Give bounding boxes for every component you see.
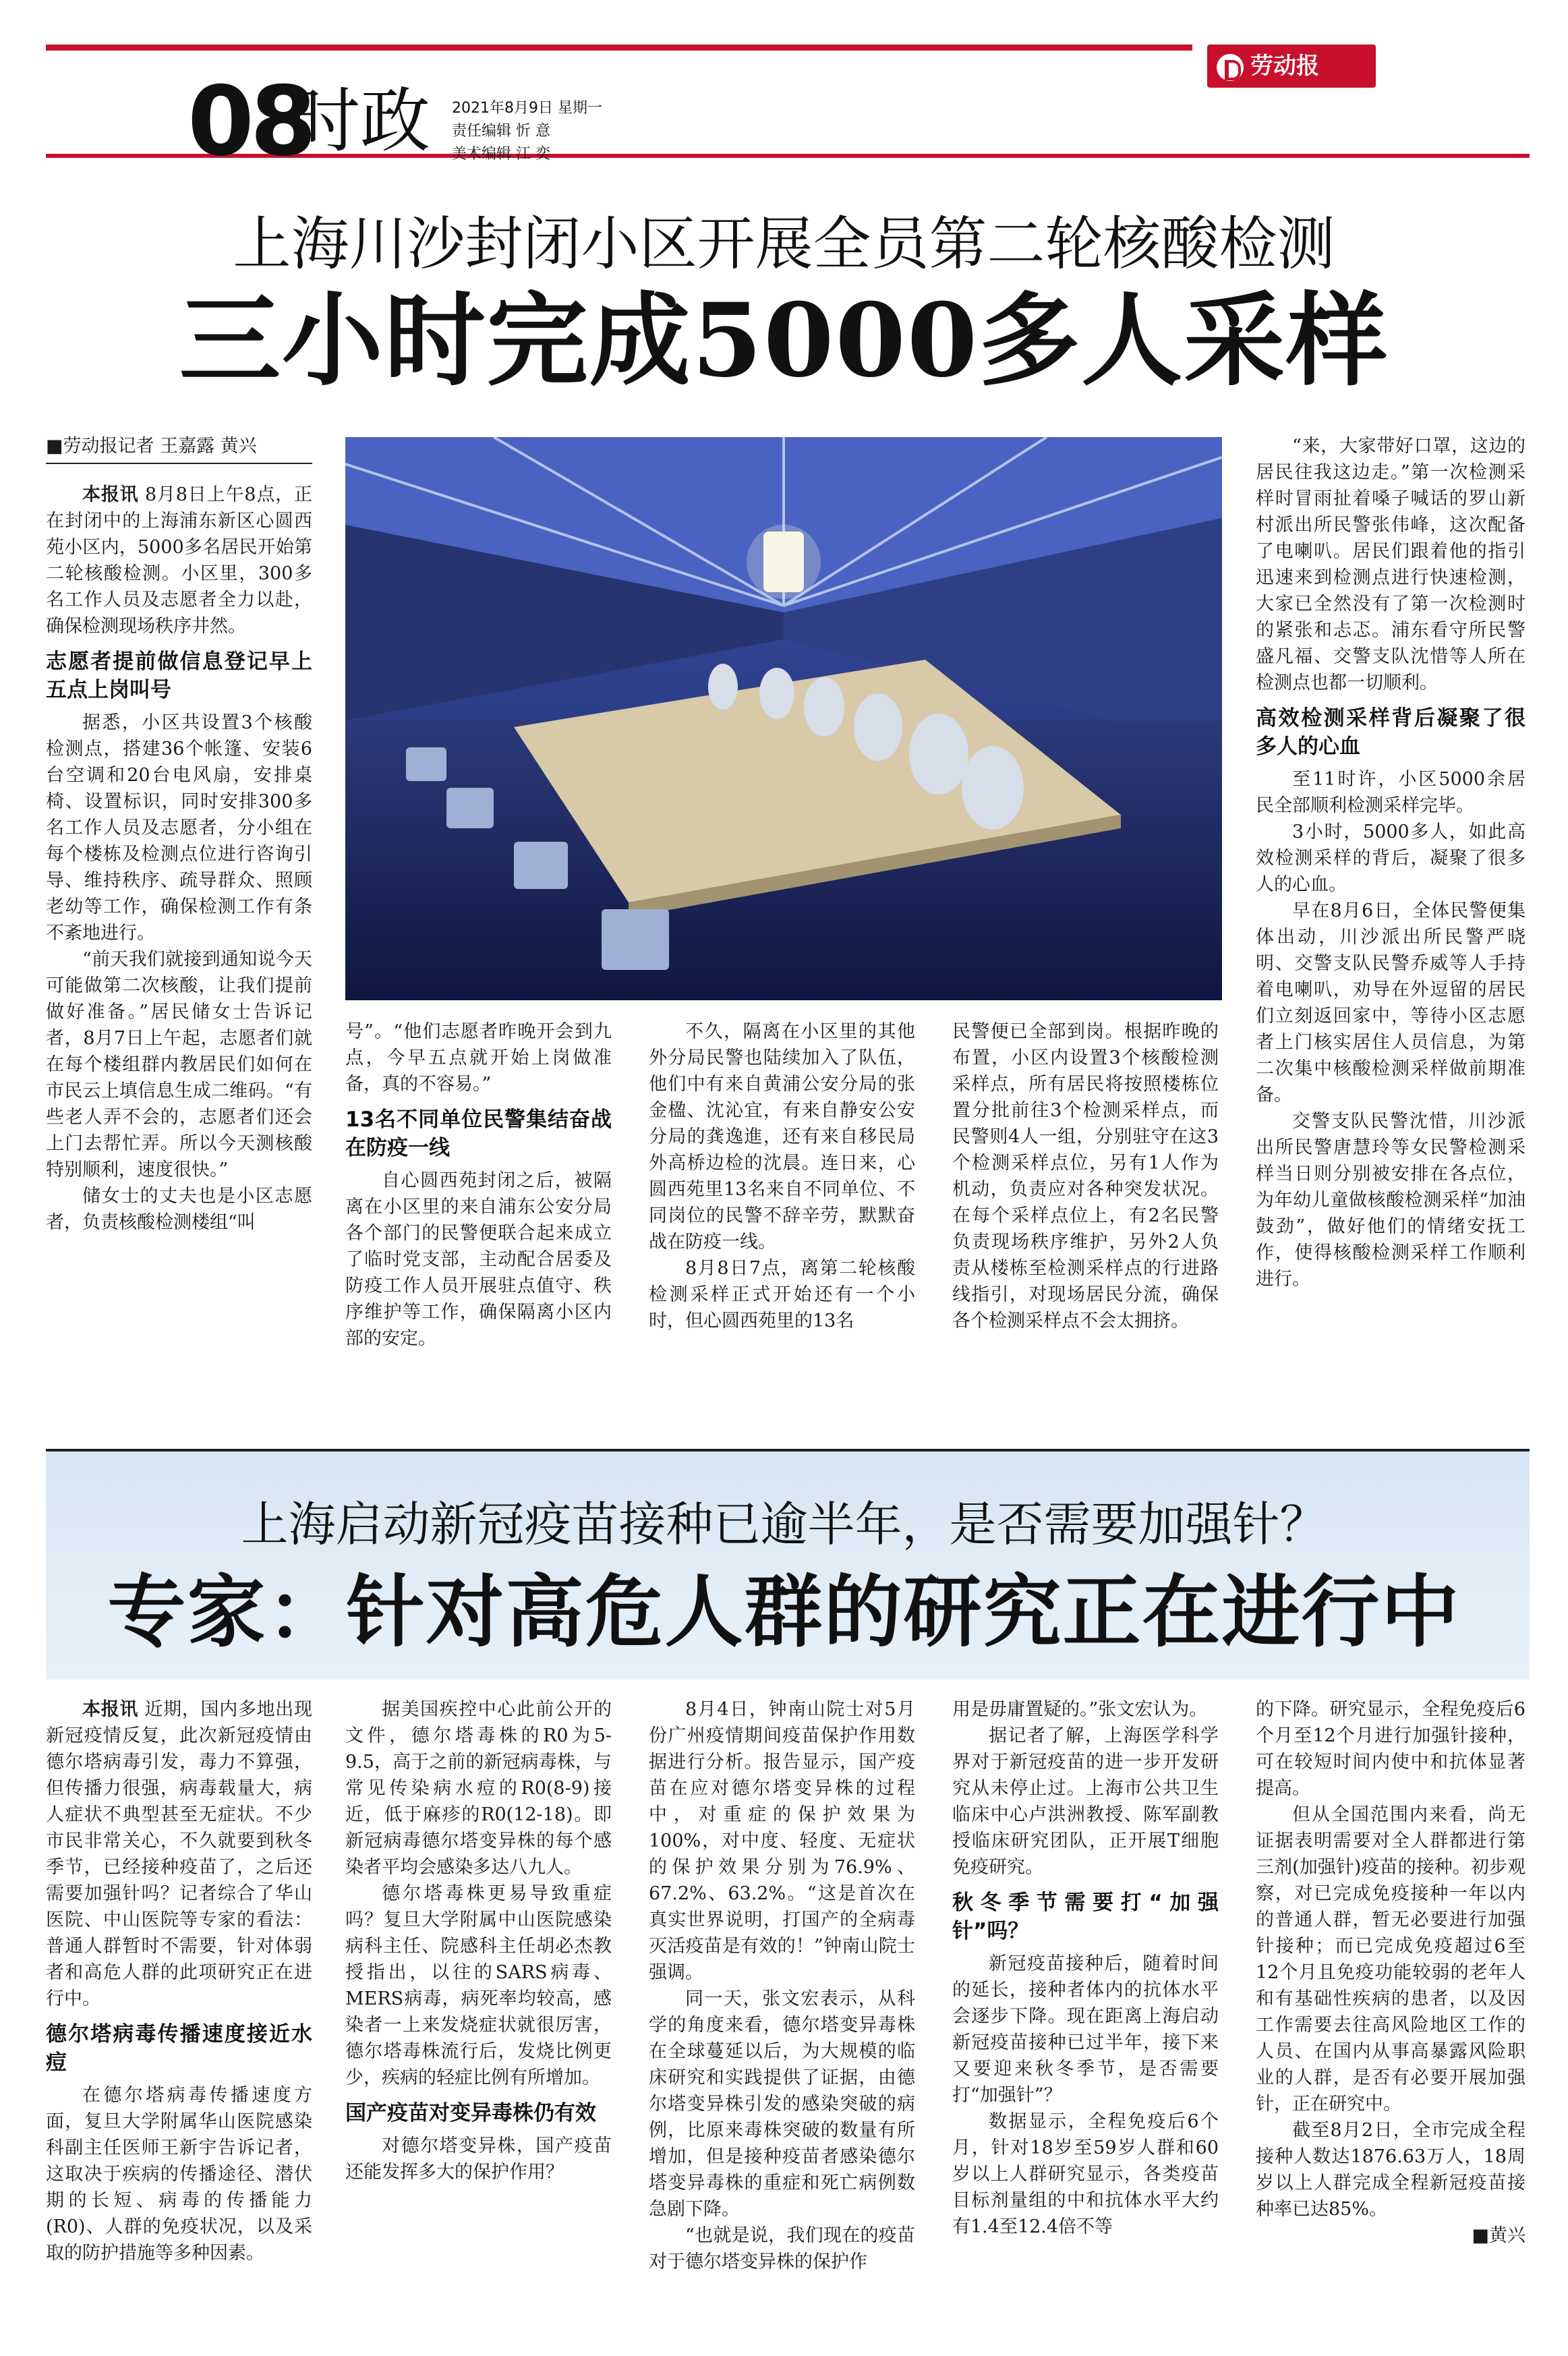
testing-site-photo <box>345 437 1222 1000</box>
article2-column-1 <box>46 1696 312 2266</box>
logo-mark-icon <box>1217 54 1244 81</box>
article2-paragraph: 对德尔塔变异株，国产疫苗还能发挥多大的保护作用？ <box>345 2135 612 2183</box>
article2-paragraph: 但从全国范围内来看，尚无证据表明需要对全人群都进行第三剂(加强针)疫苗的接种。初步观察，对已完成免疫接种一年以内的普通人群，暂无必要进行加强针接种；而已完成免疫超过6至12个月且免疫功能较弱的老年人和有基础性疾病的患者，以及因工作需要去往高风险地区工作的人员、在国内从事高暴露风险职业的人群，是否有必要开展加强针，正在研究中。 <box>1256 1804 1526 2115</box>
article2-subhead-3: 秋冬季节需要打“加强针”吗？ <box>952 1891 1219 1943</box>
article1-paragraph: 号”。“他们志愿者昨晚开会到九点，今早五点就开始上岗做准备，真的不容易。” <box>345 1021 612 1095</box>
art-editor-line: 美术编辑 江 奕 <box>452 146 550 163</box>
issue-meta <box>452 97 602 166</box>
article1-paragraph: 至11时许，小区5000余居民全部顺利检测采样完毕。 <box>1256 769 1526 816</box>
date-line: 2021年8月9日 星期一 <box>452 100 602 117</box>
article2-column-2 <box>345 1696 612 2185</box>
article2-paragraph: 同一天，张文宏表示，从科学的角度来看，德尔塔变异毒株在全球蔓延以后，为大规模的临床研究和实践提供了证据，由德尔塔变异株引发的感染突破的病例，比原来毒株突破的数量有所增加，但是接种疫苗者感染德尔塔变异毒株的重症和死亡病例数急剧下降。 <box>649 1988 915 2220</box>
article1-paragraph: 早在8月6日，全体民警便集体出动，川沙派出所民警严晓明、交警支队民警乔威等人手持着电喇叭，劝导在外逗留的居民们立刻返回家中，等待小区志愿者上门核实居住人员信息，为第二次集中核酸检测采样做前期准备。 <box>1256 900 1526 1105</box>
article2-kicker: 上海启动新冠疫苗接种已逾半年，是否需要加强针？ <box>241 1497 1327 1552</box>
article1-subhead-1: 志愿者提前做信息登记早上五点上岗叫号 <box>46 650 312 702</box>
article1-paragraph: “前天我们就接到通知说今天可能做第二次核酸，让我们提前做好准备。”居民储女士告诉记者，8月7日上午起，志愿者们就在每个楼组群内教居民们如何在市民云上填信息生成二维码。“有些老人弄不会的，志愿者们还会上门去帮忙弄。所以今天测核酸特别顺利，速度很快。” <box>46 949 312 1180</box>
lead-tag: 本报讯 <box>82 484 139 505</box>
article1-paragraph: 8月8日7点，离第二轮核酸检测采样正式开始还有一个小时，但心圆西苑里的13名 <box>649 1258 915 1331</box>
article1-column-2 <box>345 1018 612 1352</box>
article1-subhead-3: 高效检测采样背后凝聚了很多人的心血 <box>1256 706 1526 759</box>
section-title: 时政 <box>290 80 431 162</box>
top-red-rule <box>46 45 1192 51</box>
article1-column-4 <box>952 1018 1219 1334</box>
article1-column-3 <box>649 1018 915 1334</box>
article1-subhead-2: 13名不同单位民警集结奋战在防疫一线 <box>345 1108 612 1160</box>
article2-paragraph: 据记者了解，上海医学科学界对于新冠疫苗的进一步开发研究从未停止过。上海市公共卫生临床中心卢洪洲教授、陈军副教授临床研究团队，正开展T细胞免疫研究。 <box>952 1725 1219 1878</box>
article2-paragraph: “也就是说，我们现在的疫苗对于德尔塔变异株的保护作 <box>649 2225 915 2272</box>
article2-paragraph: 据美国疾控中心此前公开的文件，德尔塔毒株的R0为5-9.5，高于之前的新冠病毒株，与常见传染病水痘的R0(8-9)接近，低于麻疹的R0(12-18)。即新冠病毒德尔塔变异株的每个感染者平均会感染多达八九人。 <box>345 1699 612 1878</box>
article1-lead-text: 8月8日上午8点，正在封闭中的上海浦东新区心圆西苑小区内，5000多名居民开始第二轮核酸检测。小区里，300多名工作人员及志愿者全力以赴，确保检测现场秩序井然。 <box>46 484 312 637</box>
article1-paragraph: 交警支队民警沈惜，川沙派出所民警唐慧玲等女民警检测采样当日则分别被安排在各点位，为年幼儿童做核酸检测采样“加油鼓劲”，做好他们的情绪安抚工作，使得核酸检测采样工作顺利进行。 <box>1256 1111 1526 1290</box>
article1-paragraph: 民警便已全部到岗。根据昨晚的布置，小区内设置3个核酸检测采样点，所有居民将按照楼栋位置分批前往3个检测采样点，而民警则4人一组，分别驻守在这3个检测采样点位，另有1人作为机动，负责应对各种突发状况。在每个采样点位上，有2名民警负责现场秩序维护，另外2人负责从楼栋至检测采样点的行进路线指引，对现场居民分流，确保各个检测采样点不会太拥挤。 <box>952 1021 1219 1331</box>
newspaper-logo <box>1207 45 1376 88</box>
article1-paragraph: 储女士的丈夫也是小区志愿者，负责核酸检测楼组“叫 <box>46 1186 312 1233</box>
article2-paragraph: 8月4日，钟南山院士对5月份广州疫情期间疫苗保护作用数据进行分析。报告显示，国产疫苗在应对德尔塔变异株的过程中，对重症的保护效果为100%，对中度、轻度、无症状的保护效果分别为76.9%、67.2%、63.2%。“这是首次在真实世界说明，打国产的全病毒灭活疫苗是有效的！”钟南山院士强调。 <box>649 1699 915 1983</box>
article2-paragraph: 德尔塔毒株更易导致重症吗？复旦大学附属中山医院感染病科主任、院感科主任胡必杰教授指出，以往的SARS病毒、MERS病毒，病死率均较高，感染者一上来发烧症状就很厉害，德尔塔毒株流行后，发烧比例更少，疾病的轻症比例有所增加。 <box>345 1883 612 2088</box>
article2-column-4 <box>952 1696 1219 2240</box>
article1-paragraph: 据悉，小区共设置3个核酸检测点，搭建36个帐篷、安装6台空调和20台电风扇，安排桌椅、设置标识，同时安排300多名工作人员及志愿者，分小组在每个楼栋及检测点位进行咨询引导、维持秩序、疏导群众、照顾老幼等工作，确保检测工作有条不紊地进行。 <box>46 712 312 944</box>
article1-column-1 <box>46 433 312 1236</box>
article2-paragraph: 用是毋庸置疑的。”张文宏认为。 <box>952 1699 1208 1720</box>
article2-paragraph: 截至8月2日，全市完成全程接种人数达1876.63万人，18周岁以上人群完成全程新冠疫苗接种率已达85%。 <box>1256 2120 1526 2220</box>
article2-paragraph: 数据显示，全程免疫后6个月，针对18岁至59岁人群和60岁以上人群研究显示，各类疫苗目标剂量组的中和抗体水平大约有1.4至12.4倍不等 <box>952 2111 1219 2237</box>
article1-paragraph: 不久，隔离在小区里的其他外分局民警也陆续加入了队伍，他们中有来自黄浦公安分局的张金楹、沈沁宜，有来自静安公安分局的龚逸進，还有来自移民局外高桥边检的沈晨。连日来，心圆西苑里13名来自不同单位、不同岗位的民警不辞辛劳，默默奋战在防疫一线。 <box>649 1021 915 1253</box>
article2-paragraph: 在德尔塔病毒传播速度方面，复旦大学附属华山医院感染科副主任医师王新宇告诉记者，这取决于疾病的传播途径、潜伏期的长短、病毒的传播能力(R0)、人群的免疫状况，以及采取的防护措施等多种因素。 <box>46 2085 312 2264</box>
article2-lead-text: 近期，国内多地出现新冠疫情反复，此次新冠疫情由德尔塔病毒引发，毒力不算强，但传播力很强，病毒载量大，病人症状不典型甚至无症状。不少市民非常关心，不久就要到秋冬季节，已经接种疫苗了，之后还需要加强针吗？记者综合了华山医院、中山医院等专家的看法：普通人群暂时不需要，针对体弱者和高危人群的此项研究正在进行中。 <box>46 1699 313 2009</box>
article2-top-rule <box>46 1449 1530 1452</box>
article2-paragraph: 新冠疫苗接种后，随着时间的延长，接种者体内的抗体水平会逐步下降。现在距离上海启动新冠疫苗接种已过半年，接下来又要迎来秋冬季节，是否需要打“加强针”？ <box>952 1953 1219 2106</box>
editor-line: 责任编辑 忻 意 <box>452 123 550 140</box>
article2-subhead-2: 国产疫苗对变异毒株仍有效 <box>345 2101 596 2125</box>
logo-text: 劳动报 <box>1250 53 1319 80</box>
article1-paragraph: “来，大家带好口罩，这边的居民往我这边走。”第一次检测采样时冒雨扯着嗓子喊话的罗山新村派出所民警张伟峰，这次配备了电喇叭。居民们跟着他的指引迅速来到检测点进行快速检测，大家已全然没有了第一次检测时的紧张和忐忑。浦东看守所民警盛凡福、交警支队沈惜等人所在检测点也都一切顺利。 <box>1256 436 1526 693</box>
article1-paragraph: 自心圆西苑封闭之后，被隔离在小区里的来自浦东公安分局各个部门的民警便联合起来成立了临时党支部，主动配合居委及防疫工作人员开展驻点值守、秩序维护等工作，确保隔离小区内部的安定。 <box>345 1170 612 1349</box>
article2-signature: ■黄兴 <box>1472 2225 1526 2246</box>
article1-column-5 <box>1256 433 1526 1292</box>
article1-headline: 三小时完成5000多人采样 <box>179 281 1389 400</box>
article1-kicker: 上海川沙封闭小区开展全员第二轮核酸检测 <box>233 210 1335 278</box>
article1-byline: ■劳动报记者 王嘉露 黄兴 <box>46 433 312 464</box>
article1-paragraph: 3小时，5000多人，如此高效检测采样的背后，凝聚了很多人的心血。 <box>1256 822 1526 895</box>
article2-lead <box>46 1696 312 2012</box>
article2-column-5 <box>1256 1696 1526 2249</box>
page-number: 08 <box>187 66 313 177</box>
article2-subhead-1: 德尔塔病毒传播速度接近水痘 <box>46 2022 312 2075</box>
article1-lead <box>46 482 312 639</box>
article2-column-3 <box>649 1696 915 2275</box>
lead-tag: 本报讯 <box>82 1699 139 1720</box>
article2-paragraph: 的下降。研究显示，全程免疫后6个月至12个月进行加强针接种，可在较短时间内使中和抗体显著提高。 <box>1256 1699 1526 1799</box>
article2-headline: 专家：针对高危人群的研究正在进行中 <box>107 1566 1461 1658</box>
